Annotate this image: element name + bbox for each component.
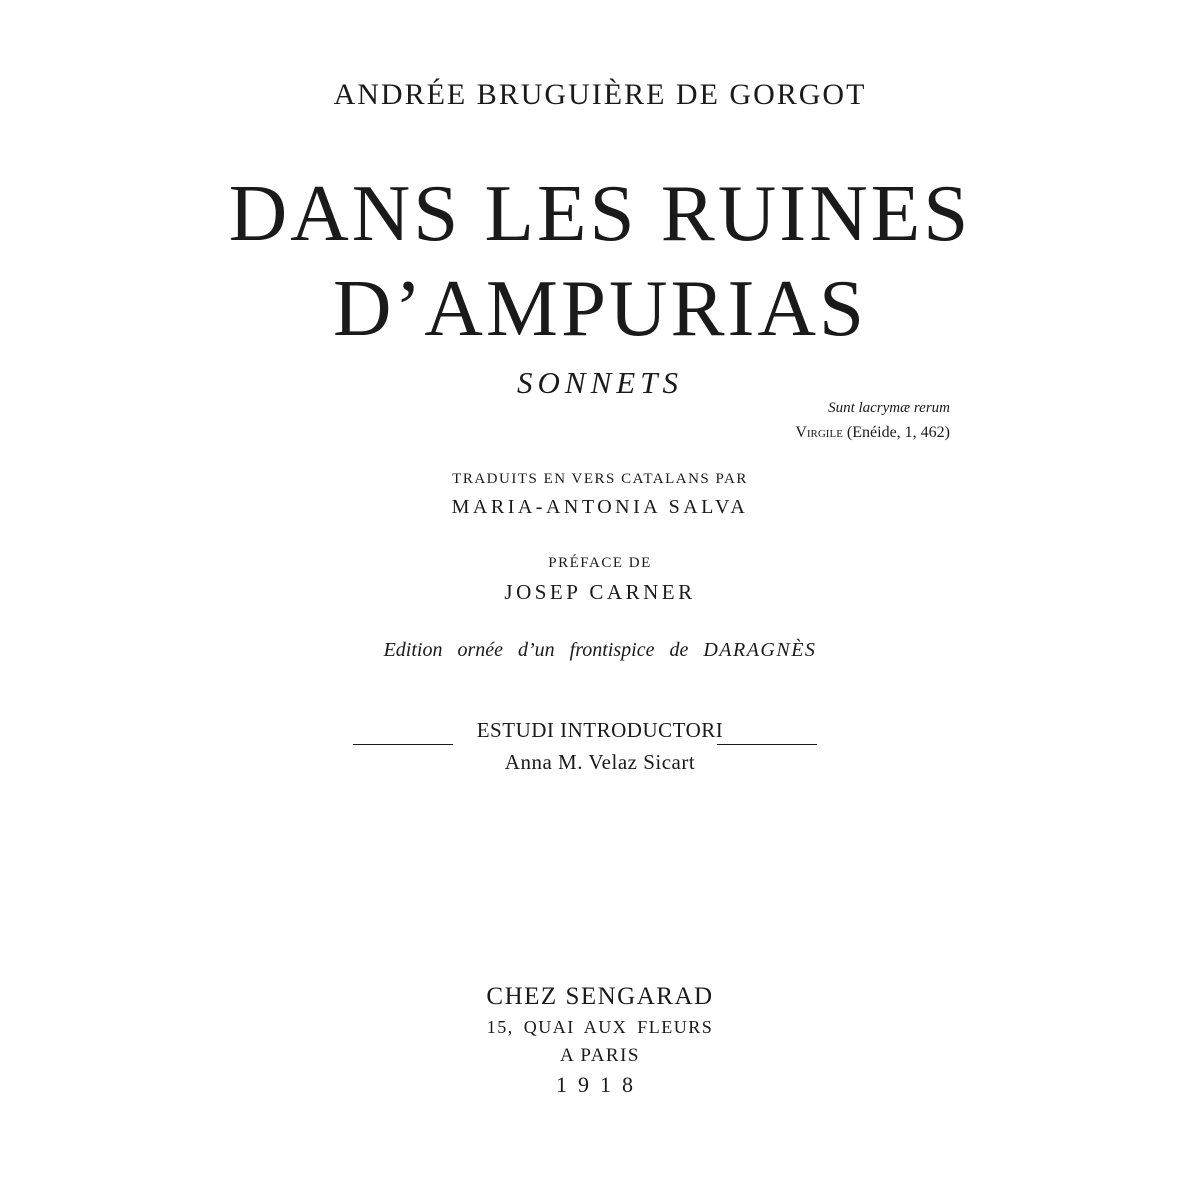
epigraph-source-name: Virgile: [795, 424, 843, 441]
publisher-address: 15, QUAI AUX FLEURS: [486, 1017, 714, 1037]
translation-label: TRADUITS EN VERS CATALANS PAR: [452, 471, 748, 487]
preface-label: PRÉFACE DE: [548, 555, 652, 571]
edition-text: Edition ornée d’un frontispice de: [383, 639, 689, 661]
publisher-name: CHEZ SENGARAD: [486, 983, 714, 1010]
book-title-line-1: DANS LES RUINES: [228, 168, 972, 258]
divider-rule-right: [717, 744, 817, 745]
edition-artist: DARAGNÈS: [703, 639, 817, 661]
book-subtitle: SONNETS: [517, 365, 683, 400]
epigraph-source: [795, 425, 950, 441]
introduction-author: Anna M. Velaz Sicart: [504, 750, 696, 774]
publication-year: 1918: [556, 1072, 644, 1097]
preface-author: JOSEP CARNER: [504, 580, 696, 604]
introduction-label: ESTUDI INTRODUCTORI: [476, 718, 724, 742]
translator-name: MARIA-ANTONIA SALVA: [451, 496, 749, 518]
epigraph-source-ref: (Enéide, 1, 462): [846, 424, 950, 441]
edition-note: [0, 640, 1200, 660]
book-author: ANDRÉE BRUGUIÈRE DE GORGOT: [333, 78, 867, 111]
epigraph-quote: Sunt lacrymæ rerum: [828, 400, 950, 416]
publisher-city: A PARIS: [559, 1045, 641, 1066]
book-title-line-2: D’AMPURIAS: [332, 263, 868, 353]
divider-rule-left: [353, 744, 453, 745]
